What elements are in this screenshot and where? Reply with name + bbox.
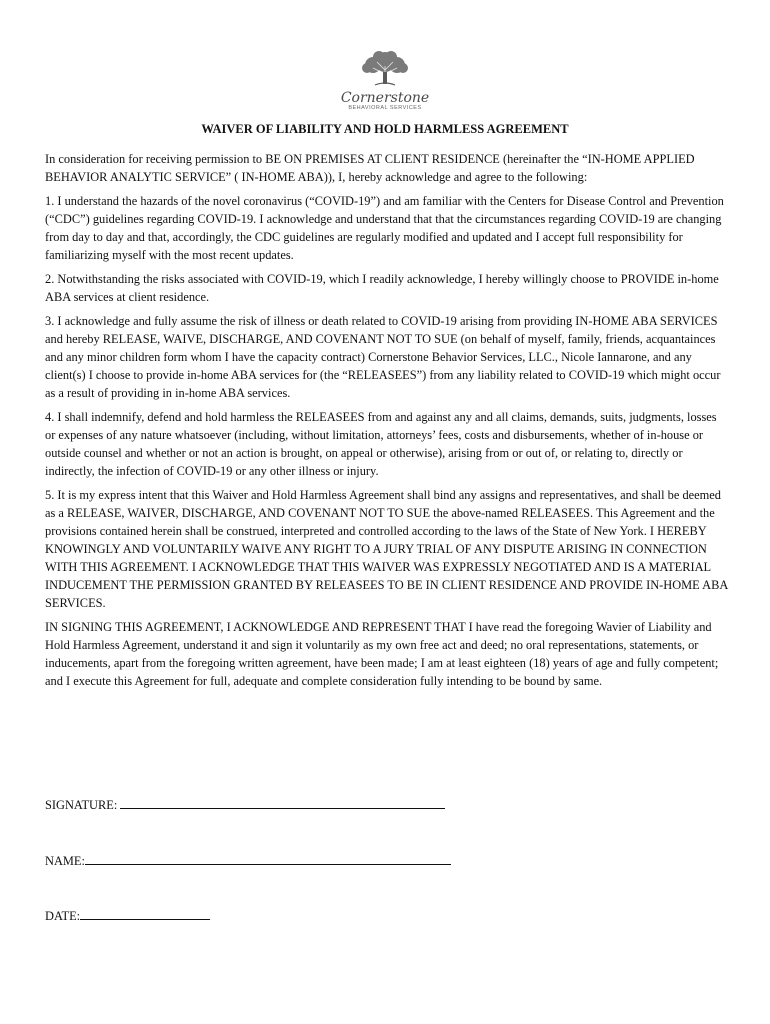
closing-paragraph: IN SIGNING THIS AGREEMENT, I ACKNOWLEDGE AND REPRESENT THAT I have read the foregoing Wavier of Liability and Hold Harmless Agreement, understand it and sign it voluntarily as my own free act and deed; no oral representations, statements, or inducements, apart from the foregoing written agreement, have been made; I am at least eighteen (18) years of age and fully competent; and I execute this Agreement for full, adequate and complete consideration fully intending to be bound by same. [45,620,719,688]
name-field[interactable] [45,853,451,869]
clause-2: 2. Notwithstanding the risks associated with COVID-19, which I readily acknowledge, I hereby willingly choose to PROVIDE in-home ABA services at client residence. [45,272,719,304]
intro-paragraph: In consideration for receiving permission to BE ON PREMISES AT CLIENT RESIDENCE (hereinafter the “IN-HOME APPLIED BEHAVIOR ANALYTIC SERVICE” ( IN-HOME ABA)), I, hereby acknowledge and agree to the following: [45,152,695,184]
signature-label: SIGNATURE: [45,798,121,812]
clause-4: 4. I shall indemnify, defend and hold harmless the RELEASEES from and against any and all claims, demands, suits, judgments, losses or expenses of any nature whatsoever (including, without limitation, attorneys’ fees, costs and disbursements, whether of in-house or outside counsel and whether or not an action is brought, on appeal or otherwise), arising from or out of, or relating to, directly or indirectly, the infection of COVID-19 or any other illness or injury. [45,410,717,478]
name-line[interactable] [85,853,451,865]
clause-1: 1. I understand the hazards of the novel coronavirus (“COVID-19”) and am familiar with the Centers for Disease Control and Prevention (“CDC”) guidelines regarding COVID-19. I acknowledge and understand that that the circumstances regarding COVID-19 are changing from day to day and that, accordingly, the CDC guidelines are regularly modified and updated and I accept full responsibility for familiarizing myself with the most recent updates. [45,194,724,262]
tree-icon [355,50,415,90]
date-line[interactable] [80,908,210,920]
clause-5: 5. It is my express intent that this Waiver and Hold Harmless Agreement shall bind any assigns and representatives, and shall be deemed as a RELEASE, WAIVER, DISCHARGE, AND COVENANT NOT TO SUE the above-named RELEASEES. This Agreement and the provisions contained herein shall be construed, interpreted and controlled according to the laws of the State of New York. I HEREBY KNOWINGLY AND VOLUNTARILY WAIVE ANY RIGHT TO A JURY TRIAL OF ANY DISPUTE ARISING IN CONNECTION WITH THIS AGREEMENT. I ACKNOWLEDGE THAT THIS WAIVER WAS EXPRESSLY NEGOTIATED AND IS A MATERIAL INDUCEMENT THE PERMISSION GRANTED BY RELEASEES TO BE IN CLIENT RESIDENCE AND PROVIDE IN-HOME ABA SERVICES. [45,488,728,610]
logo-name: Cornerstone [340,90,430,106]
clause-3: 3. I acknowledge and fully assume the risk of illness or death related to COVID-19 arising from providing IN-HOME ABA SERVICES and hereby RELEASE, WAIVE, DISCHARGE, AND COVENANT NOT TO SUE (on behalf of myself, family, friends, acquantainces and any minor children form whom I have the capacity contract) Cornerstone Behavior Services, LLC., Nicole Iannarone, and any client(s) I choose to provide in-home ABA services for (the “RELEASEES”) from any liability related to COVID-19 which might occur as a result of providing in in-home ABA services. [45,314,721,400]
name-label: NAME: [45,854,85,868]
document-body [45,150,729,696]
signature-field[interactable] [45,797,445,813]
signature-line[interactable] [120,797,445,809]
date-label: DATE: [45,909,81,923]
date-field[interactable] [45,908,210,924]
company-logo [340,50,430,120]
document-title: WAIVER OF LIABILITY AND HOLD HARMLESS AGREEMENT [201,122,569,136]
logo-subtitle: BEHAVIORAL SERVICES [348,105,422,111]
